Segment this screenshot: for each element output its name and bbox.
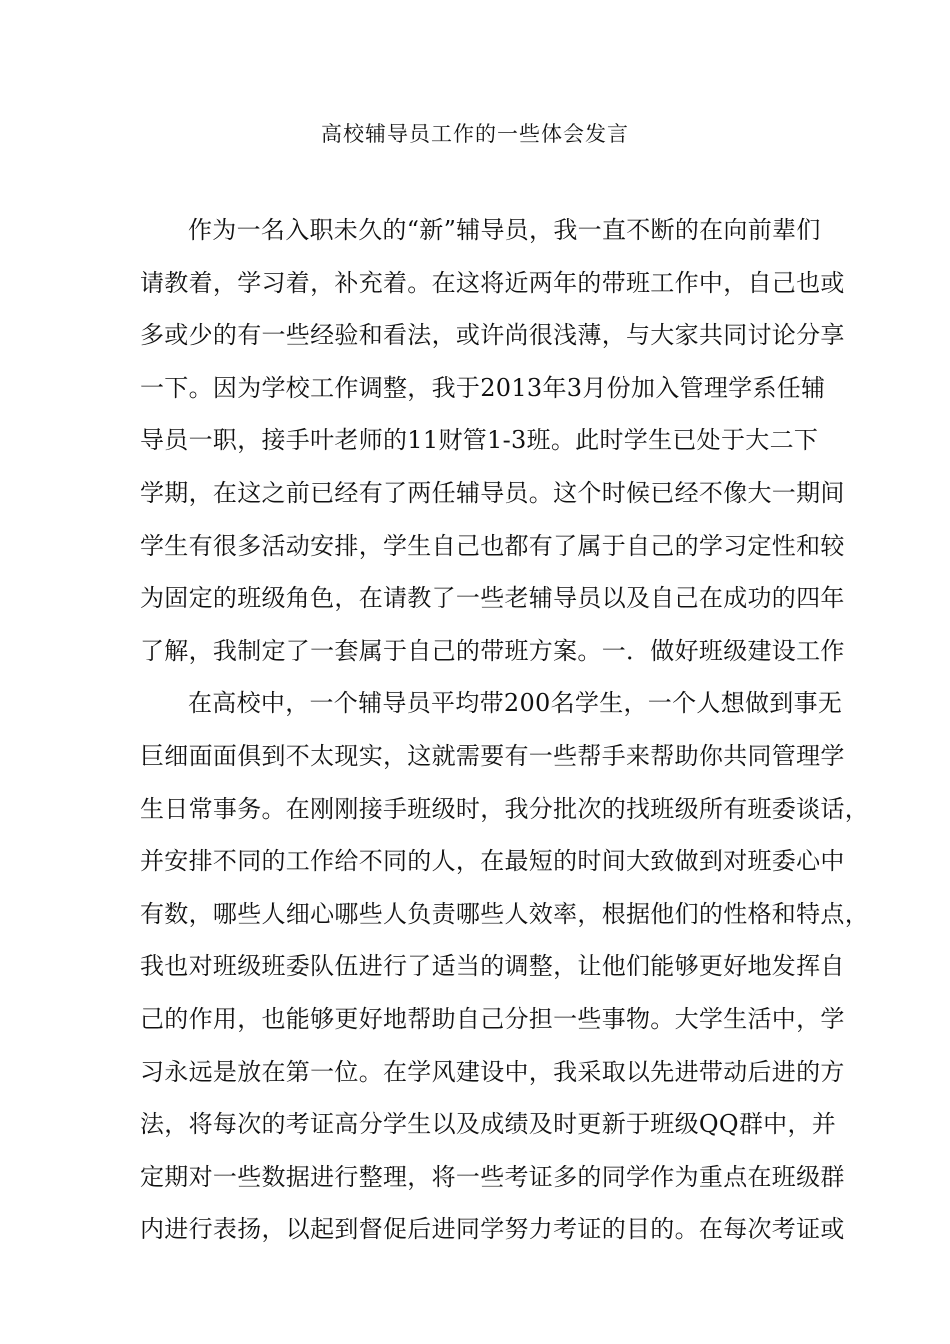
body-line: 多或少的有一些经验和看法，或许尚很浅薄，与大家共同讨论分享 xyxy=(140,321,845,350)
body-line: 巨细面面俱到不太现实，这就需要有一些帮手来帮助你共同管理学 xyxy=(140,741,845,770)
body-line: 法，将每次的考证高分学生以及成绩及时更新于班级QQ群中，并 xyxy=(140,1110,837,1139)
body-line: 并安排不同的工作给不同的人，在最短的时间大致做到对班委心中 xyxy=(140,847,845,876)
body-line: 学生有很多活动安排，学生自己也都有了属于自己的学习定性和较 xyxy=(140,531,845,560)
body-line: 了解，我制定了一套属于自己的带班方案。一．做好班级建设工作 xyxy=(140,636,845,665)
body-line: 生日常事务。在刚刚接手班级时，我分批次的找班级所有班委谈话， xyxy=(140,794,869,823)
body-line: 学期，在这之前已经有了两任辅导员。这个时候已经不像大一期间 xyxy=(140,478,845,507)
body-line: 定期对一些数据进行整理，将一些考证多的同学作为重点在班级群 xyxy=(140,1162,845,1191)
body-line: 为固定的班级角色，在请教了一些老辅导员以及自己在成功的四年 xyxy=(140,584,845,613)
body-line: 导员一职，接手叶老师的11财管1-3班。此时学生已处于大二下 xyxy=(140,426,819,455)
body-line: 己的作用，也能够更好地帮助自己分担一些事物。大学生活中，学 xyxy=(140,1004,845,1033)
body-line: 我也对班级班委队伍进行了适当的调整，让他们能够更好地发挥自 xyxy=(140,952,845,981)
body-line: 有数，哪些人细心哪些人负责哪些人效率，根据他们的性格和特点， xyxy=(140,899,869,928)
document-body xyxy=(140,204,869,1256)
body-line: 在高校中，一个辅导员平均带200名学生，一个人想做到事无 xyxy=(188,689,843,718)
body-line: 作为一名入职未久的“新”辅导员，我一直不断的在向前辈们 xyxy=(188,216,821,244)
body-line: 习永远是放在第一位。在学风建设中，我采取以先进带动后进的方 xyxy=(140,1057,845,1086)
body-line: 请教着，学习着，补充着。在这将近两年的带班工作中，自己也或 xyxy=(140,268,845,297)
document-title: 高校辅导员工作的一些体会发言 xyxy=(321,122,629,146)
body-line: 内进行表扬，以起到督促后进同学努力考证的目的。在每次考证或 xyxy=(140,1215,845,1244)
body-line: 一下。因为学校工作调整，我于2013年3月份加入管理学系任辅 xyxy=(140,373,826,402)
